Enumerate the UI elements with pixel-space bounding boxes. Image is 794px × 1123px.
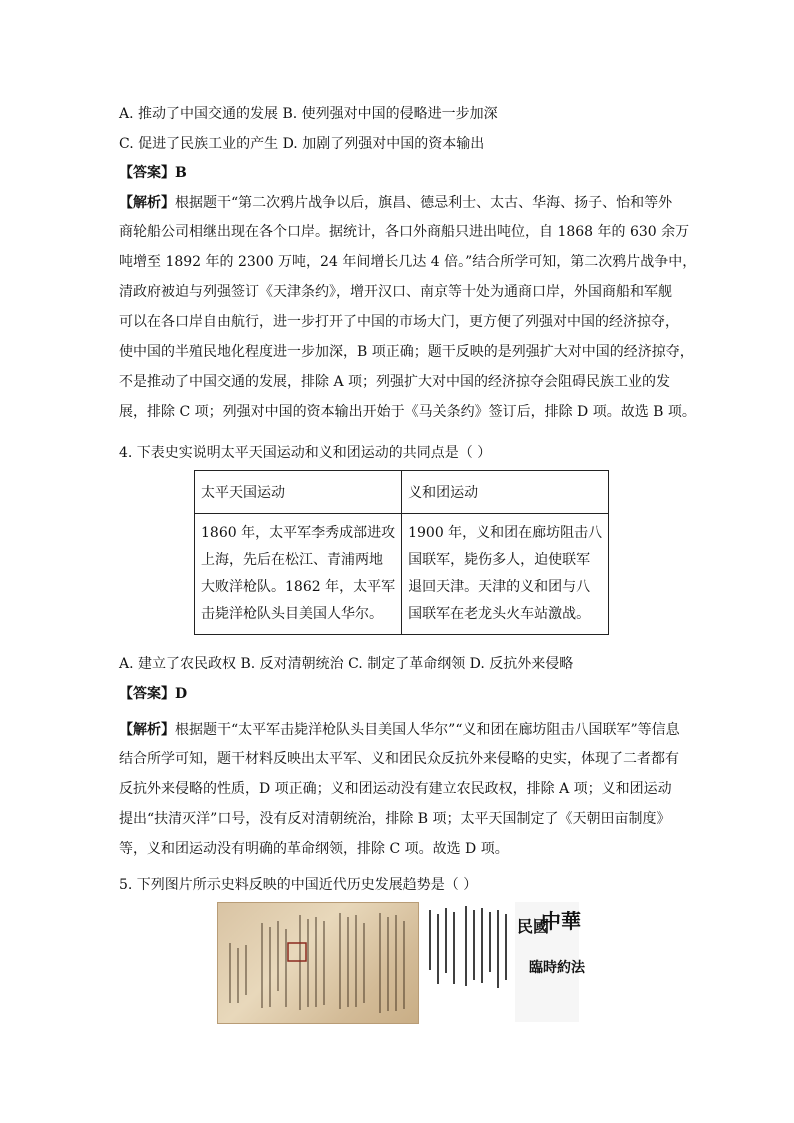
q3-analysis-text: 根据题干“第二次鸦片战争以后，旗昌、德忌利士、太古、华海、扬子、怡和等外	[175, 195, 673, 211]
q3-options-ab: A. 推动了中国交通的发展 B. 使列强对中国的侵略进一步加深	[119, 106, 498, 122]
table-header-taiping: 太平天国运动	[195, 471, 402, 514]
table-cell-line: 退回天津。天津的义和团与八	[408, 579, 591, 595]
q4-analysis-line-4: 提出“扶清灭洋”口号，没有反对清朝统治，排除 B 项；太平天国制定了《天朝田亩制度》	[119, 811, 671, 827]
table-cell-taiping	[195, 514, 402, 635]
q3-analysis-line-1	[119, 193, 679, 213]
q4-stem: 4. 下表史实说明太平天国运动和义和团运动的共同点是（ ）	[119, 445, 492, 461]
q4-analysis-text: 根据题干“太平军击毙洋枪队头目美国人华尔”“义和团在廊坊阻击八国联军”等信息	[175, 722, 680, 738]
q4-options: A. 建立了农民政权 B. 反对清朝统治 C. 制定了革命纲领 D. 反抗外来侵略	[119, 656, 574, 672]
table-cell-line: 国联军在老龙头火车站激战。	[408, 606, 591, 622]
q3-analysis-line-8: 展，排除 C 项；列强对中国的资本输出开始于《马关条约》签订后，排除 D 项。故选 B 项。	[119, 404, 696, 420]
table-row	[195, 514, 609, 635]
table-header-boxer: 义和团运动	[402, 471, 609, 514]
table-cell-line: 上海，先后在松江、青浦两地	[201, 552, 383, 568]
table-cell-line: 国联军，毙伤多人，迫使联军	[408, 552, 591, 568]
q3-options-cd: C. 促进了民族工业的产生 D. 加剧了列强对中国的资本输出	[119, 136, 485, 152]
comparison-table	[194, 470, 609, 635]
printed-text-icon	[422, 902, 512, 1022]
q3-analysis-line-7: 不是推动了中国交通的发展，排除 A 项；列强扩大对中国的经济掠夺会阻碍民族工业的发	[119, 374, 671, 390]
historical-manuscript-image	[217, 902, 419, 1024]
calligraphy-line: 中華	[541, 909, 581, 933]
q3-analysis-line-6: 使中国的半殖民地化程度进一步加深，B 项正确；题干反映的是列强扩大对中国的经济掠夺，	[119, 344, 694, 360]
table-cell-line: 1860 年，太平军李秀成部进攻	[201, 525, 396, 541]
printed-document-image	[422, 902, 512, 1022]
q5-stem: 5. 下列图片所示史料反映的中国近代历史发展趋势是（ ）	[119, 877, 478, 893]
q4-analysis-line-3: 反抗外来侵略的性质，D 项正确；义和团运动没有建立农民政权，排除 A 项；义和团运动	[119, 781, 672, 797]
table-header-row	[195, 471, 609, 514]
provisional-constitution-image	[515, 902, 585, 1022]
q4-analysis-line-5: 等，义和团运动没有明确的革命纲领，排除 C 项。故选 D 项。	[119, 841, 509, 857]
q4-analysis-label: 【解析】	[119, 722, 175, 738]
calligraphy-title	[515, 902, 585, 1022]
q3-analysis-line-2: 商轮船公司相继出现在各个口岸。据统计，各口外商船只进出吨位，自 1868 年的 630 余万	[119, 224, 690, 240]
manuscript-writing-icon	[218, 903, 418, 1023]
q3-analysis-line-5: 可以在各口岸自由航行，进一步打开了中国的市场大门，更方便了列强对中国的经济掠夺，	[119, 314, 679, 330]
table-cell-line: 击毙洋枪队头目美国人华尔。	[201, 606, 383, 622]
q4-analysis-line-1	[119, 720, 679, 740]
q4-analysis-line-2: 结合所学可知，题干材料反映出太平军、义和团民众反抗外来侵略的史实，体现了二者都有	[119, 751, 679, 767]
q5-images	[217, 902, 585, 1022]
q4-answer: 【答案】D	[119, 686, 188, 702]
q3-analysis-line-3: 吨增至 1892 年的 2300 万吨，24 年间增长几达 4 倍。”结合所学可知，第二次鸦片战争中，	[119, 254, 697, 270]
calligraphy-line: 民國	[516, 917, 550, 936]
q3-answer: 【答案】B	[119, 165, 187, 181]
table-cell-boxer	[402, 514, 609, 635]
q3-analysis-line-4: 清政府被迫与列强签订《天津条约》，增开汉口、南京等十处为通商口岸，外国商船和军舰	[119, 284, 672, 300]
q3-analysis-label: 【解析】	[119, 195, 175, 211]
calligraphy-line: 臨時約法	[529, 960, 585, 976]
table-cell-line: 1900 年，义和团在廊坊阻击八	[408, 525, 603, 541]
table-cell-line: 大败洋枪队。1862 年，太平军	[201, 579, 396, 595]
